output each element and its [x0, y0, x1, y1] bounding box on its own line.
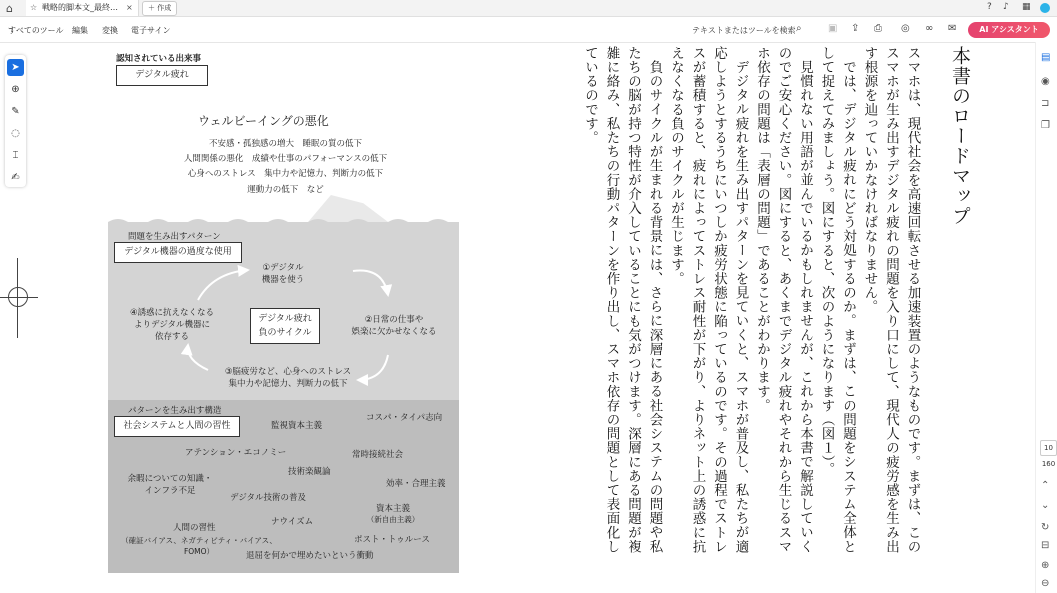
apps-grid-icon[interactable]: ▦: [1022, 2, 1031, 12]
keyword: コスパ・タイパ志向: [366, 413, 443, 423]
cycle-center-box: [250, 308, 320, 344]
cycle-step-2-line: ②日常の仕事や: [364, 315, 424, 325]
section-heading: 本書のロードマップ: [949, 46, 971, 226]
keyword-line: （新自由主義）: [366, 515, 420, 524]
figure-heading: ウェルビーイングの悪化: [198, 114, 329, 128]
bottom-label: パターンを生み出す構造: [128, 406, 222, 416]
symptom-line: 不安感・孤独感の増大 睡眠の質の低下: [208, 139, 362, 149]
cycle-step-3-line: 集中力や記憶力、判断力の低下: [228, 379, 348, 389]
current-page-field[interactable]: 10: [1040, 440, 1057, 456]
iceberg-figure: [108, 50, 460, 574]
keyword: 監視資本主義: [271, 421, 323, 431]
top-label: 認知されている出来事: [116, 54, 202, 64]
save-icon[interactable]: ▣: [828, 23, 838, 34]
keyword: アテンション・エコノミー: [185, 448, 287, 458]
ai-assistant-button[interactable]: AI アシスタント: [968, 22, 1050, 38]
new-tab-button[interactable]: ＋ 作成: [142, 1, 177, 16]
keyword-line: インフラ不足: [144, 486, 196, 496]
page-fit-icon[interactable]: ⊟: [1041, 540, 1050, 551]
cycle-step-3-line: ③脳疲労など、心身へのストレス: [224, 367, 352, 377]
zoom-out-icon[interactable]: ⊖: [1041, 578, 1050, 589]
upload-icon[interactable]: ⇪: [851, 23, 860, 34]
menu-convert[interactable]: 変換: [102, 26, 118, 35]
tab-title: 戦略的脚本文_最終…: [42, 3, 118, 12]
chevron-up-icon[interactable]: ⌃: [1041, 480, 1050, 491]
paragraph: 負のサイクルが生まれる背景には、さらに深層にある社会システムの問題や私たちの脳が持つ特性が介入していることにも気がつけます。深層にある問題が複雑に絡み、私たちの行動パターンを作り出し、スマホ依存の問題として表面化しているのです。: [582, 46, 663, 554]
paragraph: スマホは、現代社会を高速回転させる加速装置のようなものです。まずは、このスマホが生み出すデジタル疲れの問題を入り口にして、現代人の疲労感を生み出す根源を辿っていかなければなりません。: [861, 46, 921, 554]
menu-e-sign[interactable]: 電子サイン: [131, 26, 171, 35]
document-tab[interactable]: [26, 0, 139, 16]
cycle-step-2-line: 娯楽に欠かせなくなる: [351, 327, 437, 337]
keyword: [122, 472, 218, 496]
print-icon[interactable]: ⎙: [874, 23, 882, 34]
comments-panel-icon[interactable]: ▤: [1041, 52, 1051, 63]
cycle-step-4-line: よりデジタル機器に: [134, 320, 210, 330]
star-icon[interactable]: ☆: [30, 3, 38, 12]
paragraph: 見慣れない用語が並んでいるかもしれませんが、これから本書で解説していくのでご安心ください。図にすると、あくまでデジタル疲れやそれから生じるスマホ依存の問題は「表層の問題」であることがわかります。: [754, 46, 813, 554]
bookmark-icon[interactable]: ⊐: [1041, 98, 1050, 109]
mid-label: 問題を生み出すパターン: [128, 232, 221, 242]
cycle-step-2: [346, 313, 442, 337]
menu-edit[interactable]: 編集: [72, 26, 88, 35]
cycle-step-4-line: ④誘惑に抗えなくなる: [129, 308, 215, 318]
keyword-line: 資本主義: [375, 504, 410, 514]
help-icon[interactable]: ?: [987, 2, 992, 12]
bottom-box: 社会システムと人間の習性: [114, 416, 240, 437]
keyword: 人間の習性: [173, 523, 216, 533]
new-tab-label: 作成: [157, 4, 172, 12]
chevron-down-icon[interactable]: ⌄: [1041, 500, 1050, 511]
symptom-line: 運動力の低下 など: [247, 185, 324, 195]
close-icon[interactable]: ×: [126, 3, 133, 12]
pen-tool-icon[interactable]: ✎: [11, 106, 20, 117]
select-tool-icon[interactable]: ➤: [7, 59, 24, 76]
left-tool-panel: [5, 55, 26, 187]
symptom-line: 人間関係の悪化 成績や仕事のパフォーマンスの低下: [183, 154, 388, 164]
menu-all-tools[interactable]: すべてのツール: [8, 26, 64, 35]
zoom-in-icon[interactable]: ⊕: [1041, 560, 1050, 571]
link-icon[interactable]: ∞: [925, 23, 934, 34]
cycle-step-3: [208, 365, 368, 389]
mail-icon[interactable]: ✉: [948, 23, 957, 34]
keyword: 効率・合理主義: [386, 479, 446, 489]
keyword-line: （確証バイアス、ネガティビティ・バイアス、: [121, 536, 277, 545]
cycle-step-1: [253, 261, 313, 285]
comment-icon[interactable]: ◎: [901, 23, 910, 34]
home-icon[interactable]: ⌂: [6, 2, 13, 15]
cycle-step-1-line: 機器を使う: [261, 275, 305, 285]
search-field[interactable]: テキストまたはツールを検索: [692, 26, 796, 35]
keyword: 技術楽観論: [288, 467, 331, 477]
cycle-step-1-line: ①デジタル: [262, 263, 304, 273]
toolbar: [0, 17, 1057, 43]
top-box: デジタル疲れ: [116, 65, 208, 86]
symptom-line: 心身へのストレス 集中力や記憶力、判断力の低下: [187, 169, 384, 179]
ai-chat-icon[interactable]: ◉: [1041, 76, 1050, 87]
cycle-step-4-line: 依存する: [154, 332, 189, 342]
keyword-line: 余暇についての知識・: [127, 474, 213, 484]
comment-tool-icon[interactable]: ⊕: [11, 84, 20, 95]
text-select-tool-icon[interactable]: ⌶: [12, 150, 19, 161]
right-tool-panel: [1035, 42, 1057, 593]
refresh-icon[interactable]: ↻: [1041, 522, 1050, 533]
search-icon[interactable]: ⌕: [796, 23, 802, 34]
keyword: ナウイズム: [271, 517, 314, 527]
keyword-line: FOMO）: [183, 547, 215, 556]
keyword: デジタル技術の普及: [230, 493, 306, 503]
cycle-step-4: [120, 306, 224, 342]
bell-icon[interactable]: ♪: [1003, 2, 1009, 12]
total-pages: 160: [1041, 460, 1056, 468]
wave-line: [108, 214, 459, 228]
cycle-center-line: 負のサイクル: [258, 328, 312, 338]
keyword: [363, 502, 423, 525]
avatar[interactable]: [1040, 3, 1050, 13]
paragraph: では、デジタル疲れにどう対処するのか。まずは、この問題をシステム全体として捉えてみましょう。図にすると、次のようになります（図１）。: [818, 46, 856, 553]
body-text: [582, 46, 971, 566]
tab-bar: [0, 0, 1057, 17]
keyword: 常時接続社会: [352, 450, 404, 460]
pages-icon[interactable]: ❐: [1041, 120, 1050, 131]
sign-tool-icon[interactable]: ✍: [11, 172, 20, 183]
cycle-center-line: デジタル疲れ: [258, 314, 312, 324]
mid-box: デジタル機器の過度な使用: [114, 242, 242, 263]
lasso-tool-icon[interactable]: ◌: [11, 128, 20, 139]
keyword: 退屈を何かで埋めたいという衝動: [246, 551, 374, 561]
paragraph: デジタル疲れを生み出すパターンを見ていくと、スマホが普及し、私たちが適応しようとするうちにいつしか疲労状態に陥っているのです。その過程でストレスが蓄積すると、疲れによってストレス耐性が下がり、よりネット上の誘惑に抗えなくなる負のサイクルが生じます。: [668, 46, 749, 554]
keyword: ポスト・トゥルース: [354, 535, 430, 545]
cursor-crosshair-circle: [8, 287, 28, 307]
